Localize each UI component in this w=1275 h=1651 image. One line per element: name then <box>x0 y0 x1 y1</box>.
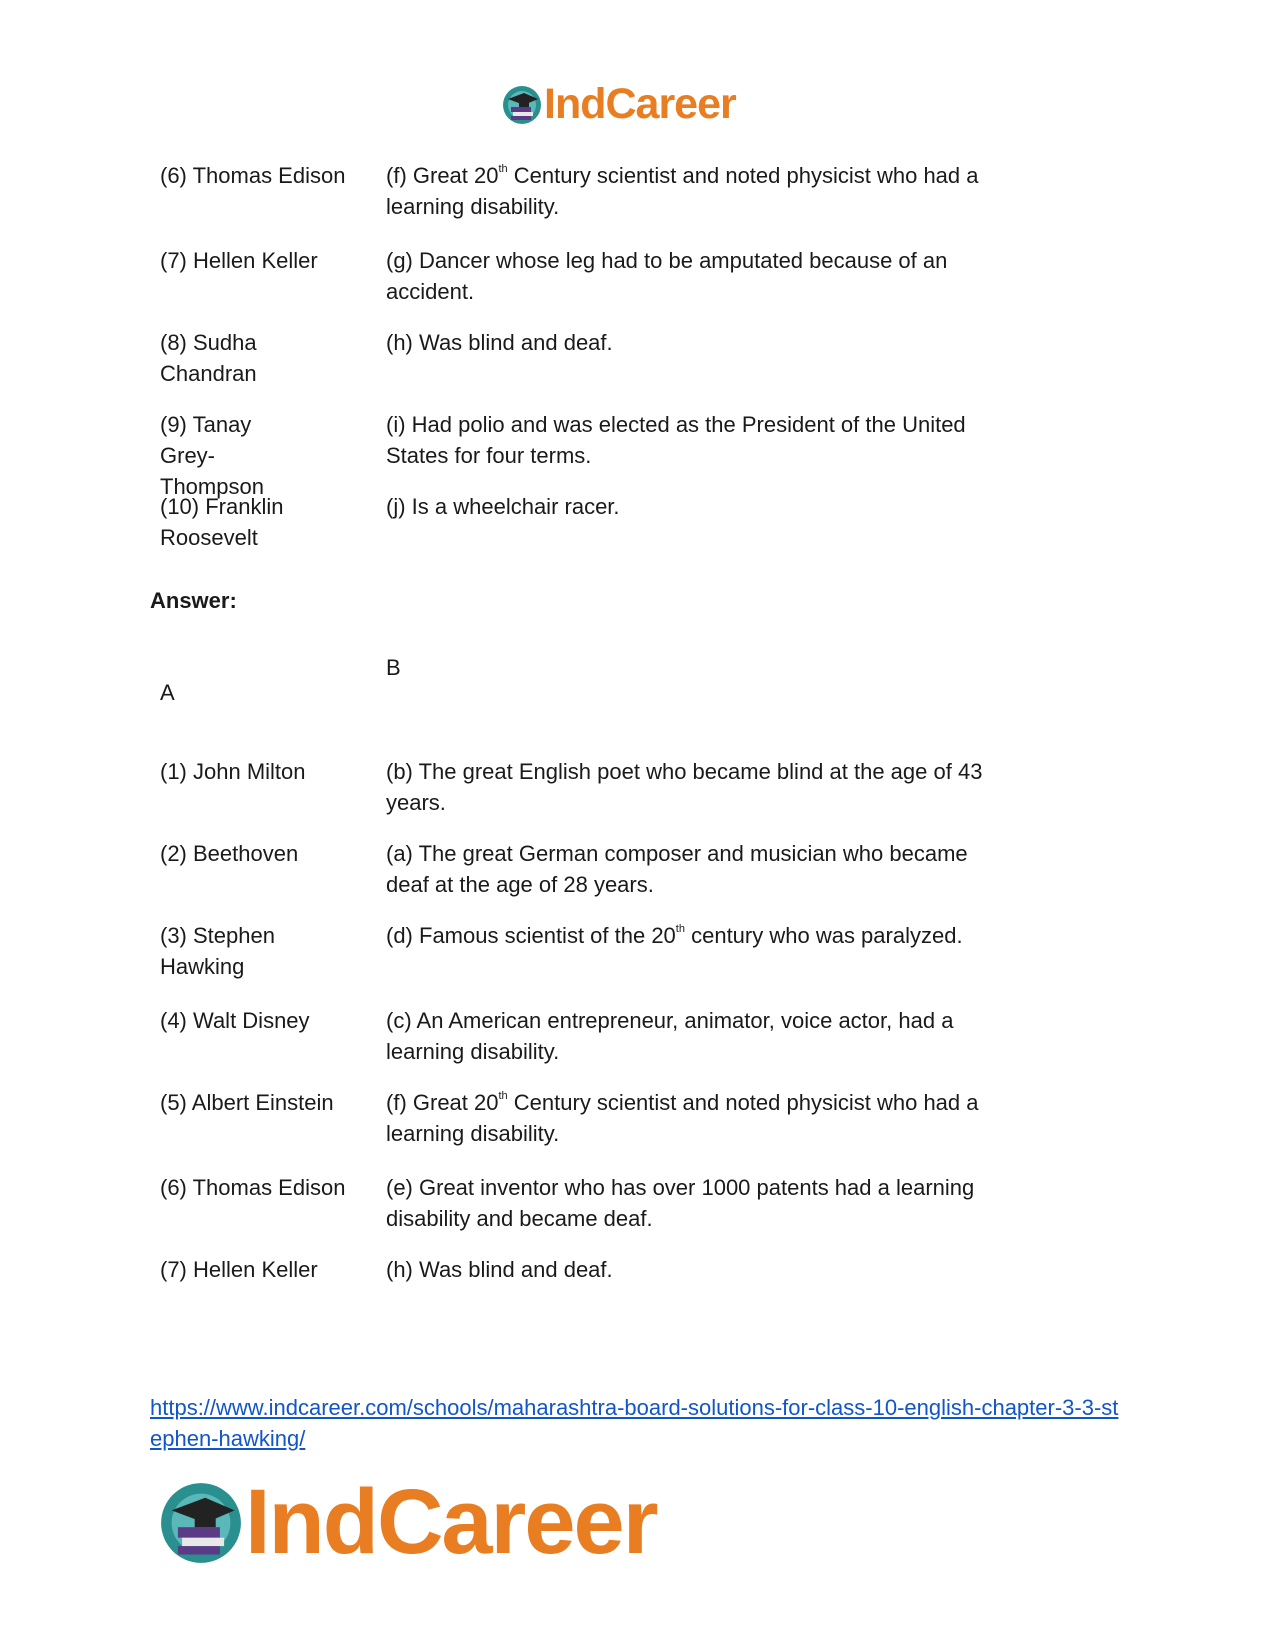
column-b-description: (b) The great English poet who became blind at the age of 43 years. <box>386 759 983 815</box>
column-b-description: (a) The great German composer and musician who became deaf at the age of 28 years. <box>386 841 968 897</box>
graduation-cap-books-icon <box>159 1481 243 1565</box>
column-b-description: (e) Great inventor who has over 1000 patents had a learning disability and became deaf. <box>386 1175 975 1231</box>
column-a-header: A <box>160 680 175 705</box>
column-b-description: (j) Is a wheelchair racer. <box>386 494 620 519</box>
column-b-description: (f) Great 20th Century scientist and noted physicist who had a learning disability. <box>386 1089 979 1146</box>
column-a-name: (4) Walt Disney <box>160 1008 310 1033</box>
column-a-name: (1) John Milton <box>160 759 306 784</box>
column-a-name: (9) Tanay Grey-Thompson <box>160 412 264 499</box>
column-b-description: (f) Great 20th Century scientist and noted physicist who had a learning disability. <box>386 162 979 219</box>
column-a-name: (6) Thomas Edison <box>160 1175 346 1200</box>
logo-wordmark: IndCareer <box>245 1471 657 1573</box>
column-b-description: (h) Was blind and deaf. <box>386 330 613 355</box>
column-a-name: (5) Albert Einstein <box>160 1090 334 1115</box>
column-a-name: (8) Sudha Chandran <box>160 330 257 386</box>
column-b-description: (c) An American entrepreneur, animator, voice actor, had a learning disability. <box>386 1008 954 1064</box>
column-a-name: (3) Stephen Hawking <box>160 923 275 979</box>
answer-heading: Answer: <box>150 588 237 613</box>
footer-source-link[interactable]: https://www.indcareer.com/schools/maharashtra-board-solutions-for-class-10-english-chapter-3-3-stephen-hawking/ <box>150 1395 1119 1451</box>
column-b-description: (i) Had polio and was elected as the President of the United States for four terms. <box>386 412 966 468</box>
indcareer-logo-top <box>502 80 736 129</box>
column-b-description: (d) Famous scientist of the 20th century who was paralyzed. <box>386 922 963 948</box>
logo-wordmark: IndCareer <box>544 80 736 128</box>
column-a-name: (2) Beethoven <box>160 841 299 866</box>
graduation-cap-books-icon <box>502 85 542 125</box>
column-b-header: B <box>386 655 401 680</box>
column-a-name: (7) Hellen Keller <box>160 248 318 273</box>
column-a-name: (10) Franklin Roosevelt <box>160 494 284 550</box>
column-b-description: (g) Dancer whose leg had to be amputated because of an accident. <box>386 248 948 304</box>
column-b-description: (h) Was blind and deaf. <box>386 1257 613 1282</box>
column-a-name: (7) Hellen Keller <box>160 1257 318 1282</box>
indcareer-logo-bottom <box>159 1470 657 1575</box>
column-a-name: (6) Thomas Edison <box>160 163 346 188</box>
